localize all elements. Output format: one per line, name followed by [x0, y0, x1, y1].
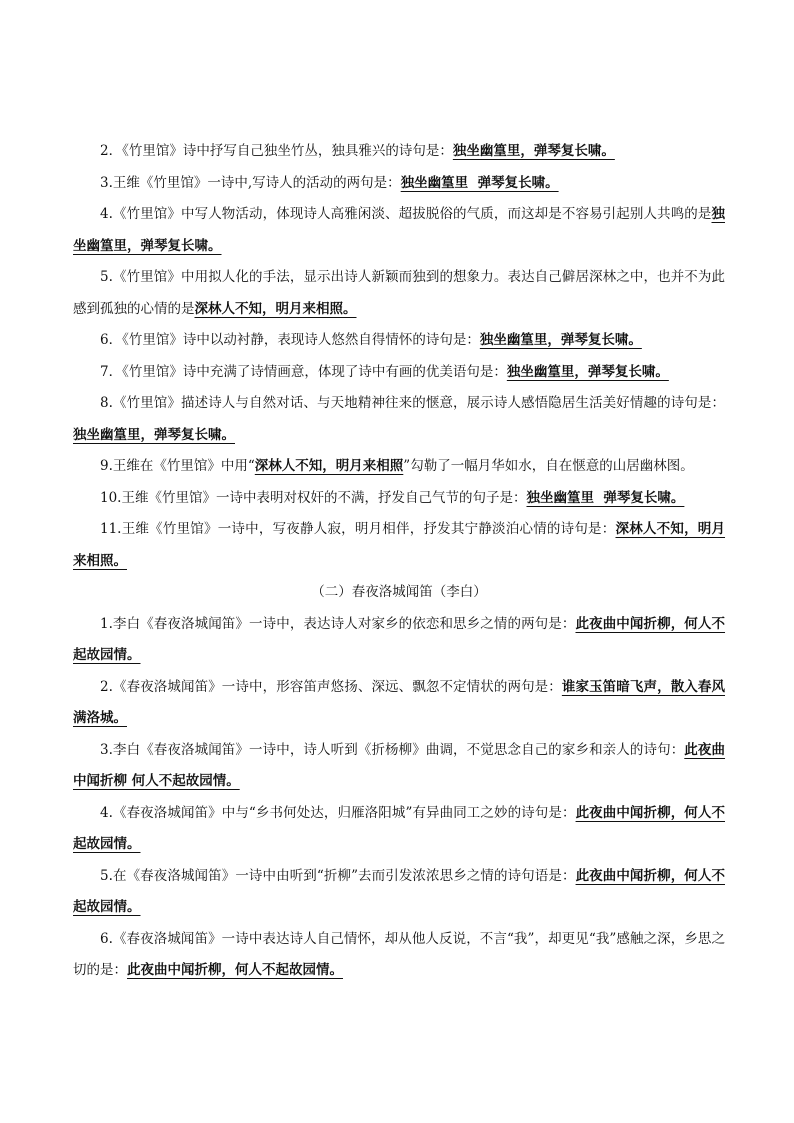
question-text: 李白《春夜洛城闻笛》一诗中，表达诗人对家乡的依恋和思乡之情的两句是：	[112, 615, 576, 632]
answer-text: 独坐幽篁里，弹琴复长啸。	[506, 363, 669, 380]
question-item	[73, 483, 725, 515]
question-text: 《竹里馆》中用拟人化的手法，显示出诗人新颖而独到的想象力。表达自己僻居深林之中，也并不为此感到孤独的心情的是	[73, 269, 725, 317]
question-item	[73, 861, 725, 924]
section-title: （二）春夜洛城闻笛（李白）	[311, 584, 487, 600]
answer-text: 此夜曲中闻折柳，何人不起故园情。	[127, 962, 343, 978]
question-item	[73, 924, 725, 987]
answer-text: 独坐幽篁里，弹琴复长啸。	[73, 206, 725, 254]
question-number: 2.	[100, 678, 113, 695]
question-item	[73, 136, 725, 168]
question-text-after: ”勾勒了一幅月华如水，自在惬意的山居幽林图。	[403, 458, 694, 474]
question-text: 王维《竹里馆》一诗中,写诗人的活动的两句是：	[112, 174, 401, 191]
answer-text: 独坐幽篁里 弹琴复长啸。	[400, 174, 559, 191]
answer-text: 深林人不知，明月来相照。	[194, 300, 357, 317]
question-number: 2．	[100, 143, 123, 159]
document-page	[73, 136, 725, 987]
question-text: 王维在《竹里馆》中用“	[112, 458, 255, 474]
question-item	[73, 325, 725, 357]
question-number: 5.	[100, 867, 113, 884]
question-item	[73, 514, 725, 577]
question-text: 《春夜洛城闻笛》一诗中，形容笛声悠扬、深远、飘忽不定情状的两句是：	[112, 678, 562, 695]
question-number: 6．	[100, 332, 123, 348]
answer-text: 此夜曲中闻折柳，何人不起故园情。	[73, 615, 726, 663]
question-text: 《竹里馆》诗中充满了诗情画意，体现了诗中有画的优美语句是：	[122, 363, 507, 380]
question-text: 《竹里馆》诗中以动衬静，表现诗人悠然自得情怀的诗句是：	[122, 332, 480, 348]
question-number: 11.	[100, 521, 122, 537]
question-number: 9.	[100, 458, 113, 474]
question-item	[73, 672, 725, 735]
answer-text: 谁家玉笛暗飞声，散入春风满洛城。	[73, 678, 726, 726]
answer-text: 深林人不知，明月来相照。	[73, 521, 726, 569]
question-number: 3.	[100, 741, 113, 758]
answer-text: 独坐幽篁里，弹琴复长啸。	[452, 143, 615, 159]
answer-text: 此夜曲中闻折柳，何人不起故园情。	[73, 867, 725, 915]
answer-text: 深林人不知，明月来相照	[254, 458, 404, 474]
question-text: 《竹里馆》描述诗人与自然对话、与天地精神往来的惬意，展示诗人感悟隐居生活美好情趣的诗句是：	[112, 395, 725, 411]
question-item	[73, 357, 725, 389]
answer-text: 此夜曲中闻折柳 何人不起故园情。	[73, 741, 726, 789]
answer-text: 独坐幽篁里 弹琴复长啸。	[526, 489, 685, 506]
question-item	[73, 262, 725, 325]
question-item	[73, 451, 725, 483]
question-item	[73, 168, 725, 200]
question-text: 在《春夜洛城闻笛》一诗中由听到“折柳”去而引发浓浓思乡之情的诗句语是：	[112, 867, 576, 884]
question-text: 《竹里馆》诗中抒写自己独坐竹丛，独具雅兴的诗句是：	[122, 143, 453, 159]
question-item	[73, 798, 725, 861]
question-text: 王维《竹里馆》一诗中，写夜静人寂，明月相伴，抒发其宁静淡泊心情的诗句是：	[121, 521, 616, 537]
question-text: 《春夜洛城闻笛》一诗中表达诗人自己情怀，却从他人反说，不言“我”，却更见“我”感触之深，乡思之切的是：	[73, 930, 725, 978]
question-text: 《竹里馆》中写人物活动，体现诗人高雅闲淡、超拔脱俗的气质，而这却是不容易引起别人共鸣的是	[112, 206, 712, 222]
question-item	[73, 199, 725, 262]
question-number: 1.	[100, 615, 113, 632]
question-number: 6.	[100, 930, 113, 947]
answer-text: 此夜曲中闻折柳，何人不起故园情。	[73, 804, 725, 852]
question-text: 王维《竹里馆》一诗中表明对权奸的不满，抒发自己气节的句子是：	[121, 489, 527, 506]
answer-text: 独坐幽篁里，弹琴复长啸。	[479, 332, 642, 348]
question-number: 7．	[100, 363, 123, 380]
question-item	[73, 735, 725, 798]
question-number: 10.	[100, 489, 122, 506]
question-number: 8.	[100, 395, 113, 411]
answer-text: 独坐幽篁里，弹琴复长啸。	[73, 426, 235, 443]
question-text: 李白《春夜洛城闻笛》一诗中，诗人听到《折杨柳》曲调，不觉思念自己的家乡和亲人的诗句：	[112, 741, 685, 758]
question-text: 《春夜洛城闻笛》中与“乡书何处达，归雁洛阳城”有异曲同工之妙的诗句是：	[112, 804, 576, 821]
question-number: 4.	[100, 206, 113, 222]
question-item	[73, 388, 725, 451]
question-number: 5.	[100, 269, 113, 285]
question-number: 4.	[100, 804, 113, 821]
question-item	[73, 609, 725, 672]
question-number: 3.	[100, 174, 113, 191]
